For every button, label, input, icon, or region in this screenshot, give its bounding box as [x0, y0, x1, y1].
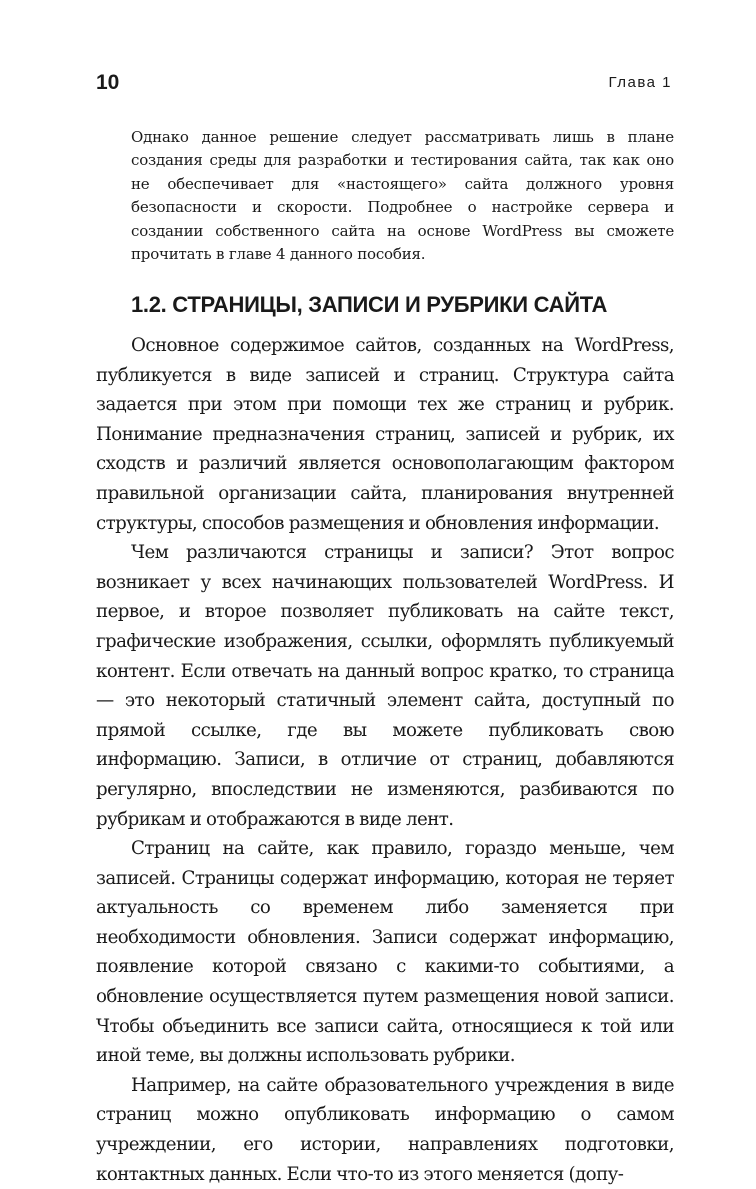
paragraph: Чем различаются страницы и записи? Этот вопрос возникает у всех начинающих пользователей WordPress. И первое, и второе позволяет публиковать на сайте текст, графические изображения, ссылки, оформлять публикуемый контент. Если отвечать на данный вопрос кратко, то страница — это некоторый статичный элемент сайта, доступный по прямой ссылке, где вы можете публиковать свою информацию. Записи, в отличие от страниц, добавляются регулярно, впоследствии не изменяются, разбиваются по рубрикам и отображаются в виде лент. [96, 542, 674, 830]
page-header [96, 70, 674, 100]
page-number: 10 [96, 71, 120, 94]
body-text [96, 331, 674, 1189]
section-heading: 1.2. СТРАНИЦЫ, ЗАПИСИ И РУБРИКИ САЙТА [131, 292, 608, 317]
note-paragraph: Однако данное решение следует рассматривать лишь в плане создания среды для разработки и тестирования сайта, так как оно не обеспечивает для «настоящего» сайта должного уровня безопасности и скорости. Подробнее о настройке сервера и создании собственного сайта на основе WordPress вы сможете прочитать в главе 4 данного пособия. [131, 128, 674, 264]
chapter-label: Глава 1 [608, 74, 672, 91]
paragraph: Например, на сайте образовательного учреждения в виде страниц можно опубликовать информацию о самом учреждении, его истории, направлениях подготовки, контактных данных. Если что-то из этого меняется (допу- [96, 1074, 674, 1185]
paragraph: Основное содержимое сайтов, созданных на WordPress, публикуется в виде записей и страниц. Структура сайта задается при этом при помощи тех же страниц и рубрик. Понимание предназначения страниц, записей и рубрик, их сходств и различий является основополагающим фактором правильной организации сайта, планирования внутренней структуры, способов размещения и обновления информации. [96, 335, 674, 534]
paragraph: Страниц на сайте, как правило, гораздо меньше, чем записей. Страницы содержат информацию, которая не теряет актуальность со временем либо заменяется при необходимости обновления. Записи содержат информацию, появление которой связано с какими-то событиями, а обновление осуществляется путем размещения новой записи. Чтобы объединить все записи сайта, относящиеся к той или иной теме, вы должны использовать рубрики. [96, 838, 674, 1067]
note-block [131, 126, 674, 266]
